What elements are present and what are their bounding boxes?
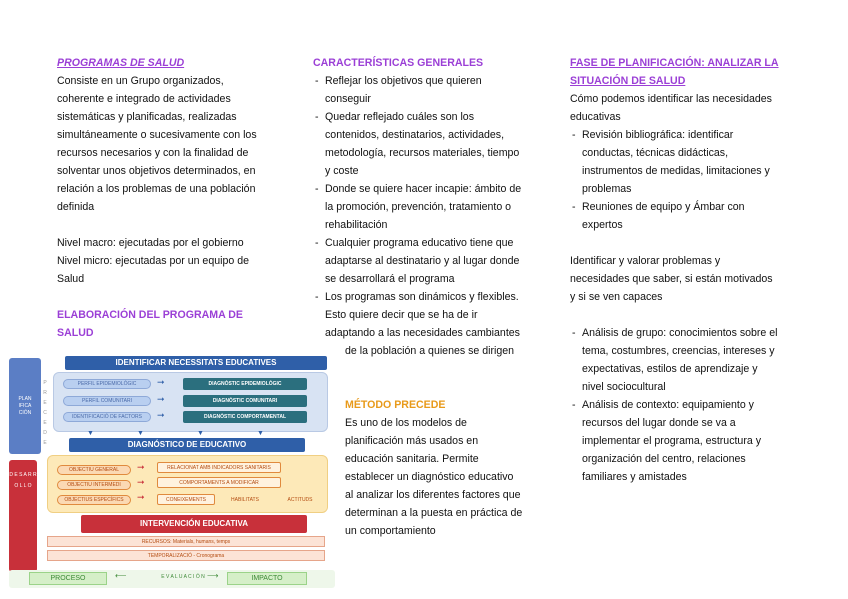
metodo-line: educación sanitaria. Permite <box>345 453 479 465</box>
perfil-epidemiologico: PERFIL EPIDEMIOLÓGIC <box>63 379 151 389</box>
column-programas <box>57 54 282 342</box>
metodo-line: Es uno de los modelos de <box>345 417 467 429</box>
intro-line: Consiste en un Grupo organizados, <box>57 75 224 87</box>
nivel-macro: Nivel macro: ejecutadas por el gobierno <box>57 237 244 249</box>
intro-line: solventar unos objetivos determinados, en <box>57 165 256 177</box>
recursos-bar: RECURSOS: Materials, humans, temps <box>47 536 325 547</box>
programas-title: PROGRAMAS DE SALUD <box>57 57 185 69</box>
identificacion-factores: IDENTIFICACIÓ DE FACTORS <box>63 412 151 422</box>
intervencion-educativa-bar: INTERVENCIÓN EDUCATIVA <box>81 515 307 533</box>
precede-label: P R E C E D E <box>43 380 47 446</box>
arrow-right-icon: ➞ <box>157 377 165 387</box>
list-item: - Donde se quiere hacer incapie: ámbito de la promoción, prevención, tratamiento o rehabilitación <box>313 180 543 234</box>
relacionado-indicadores: RELACIONAT AMB INDICADORS SANITARIS <box>157 462 281 473</box>
objetivo-general: OBJECTIU GENERAL <box>57 465 131 475</box>
intro-line: sistemáticas y planificadas, realizadas <box>57 111 237 123</box>
column-caracteristicas <box>313 54 543 360</box>
arrow-right-icon: ⟶ <box>207 571 219 580</box>
para-line: Identificar y valorar problemas y <box>570 255 721 267</box>
actitudes: ACTITUDS <box>287 497 313 503</box>
planificacion-title: FASE DE PLANIFICACIÓN: ANALIZAR LA <box>570 57 779 69</box>
list-item: - Reflejar los objetivos que quieren conseguir <box>313 72 543 108</box>
list-item: - Revisión bibliográfica: identificar conductas, técnicas didácticas, instrumentos de medidas, limitaciones y problemas <box>570 126 810 198</box>
comportamientos-modificar: COMPORTAMENTS A MODIFICAR <box>157 477 281 488</box>
metodo-line: planificación más usados en <box>345 435 479 447</box>
arrow-left-icon: ⟵ <box>115 571 127 580</box>
caracteristicas-list <box>313 72 543 342</box>
list-item: - Cualquier programa educativo tiene que adaptarse al destinatario y al lugar donde se desarrollará el programa <box>313 234 543 288</box>
list-item: - Reuniones de equipo y Ámbar con expertos <box>570 198 810 234</box>
elaboracion-title: ELABORACIÓN DEL PROGRAMA DE <box>57 309 243 321</box>
analisis-list <box>570 324 810 486</box>
habilidades: HABILITATS <box>231 497 259 503</box>
elaboracion-title: SALUD <box>57 327 94 339</box>
temporalizacion-bar: TEMPORALIZACIÓ - Cronograma <box>47 550 325 561</box>
identificar-bar: IDENTIFICAR NECESSITATS EDUCATIVES <box>65 356 327 370</box>
intro-line: educativas <box>570 111 621 123</box>
list-item: - Análisis de grupo: conocimientos sobre el tema, costumbres, creencias, intereses y expectativas, estilos de aprendizaje y nivel sociocultural <box>570 324 810 396</box>
diagnostico-comportamental: DIAGNÒSTIC COMPORTAMENTAL <box>183 411 307 423</box>
arrow-right-icon: ➞ <box>157 410 165 420</box>
planificacion-label: PLAN IFICA CIÓN <box>18 395 32 416</box>
intro-line: relación a los problemas de una población <box>57 183 256 195</box>
planificacion-title: SITUACIÓN DE SALUD <box>570 75 686 87</box>
arrow-down-icon: ▼ <box>257 430 264 437</box>
objetivos-especificos: OBJECTIUS ESPECÍFICS <box>57 495 131 505</box>
metodo-line: establecer un diagnóstico educativo <box>345 471 514 483</box>
nivel-micro: Salud <box>57 273 85 285</box>
para-line: y si se ven capaces <box>570 291 663 303</box>
necesidades-list <box>570 126 810 234</box>
intro-line: simultáneamente o sucesivamente con los <box>57 129 257 141</box>
evaluacion-label: E V A L U A C I Ó N <box>161 574 205 580</box>
desarrollo-sidebar <box>9 460 37 572</box>
intro-line: recursos necesarios y con la finalidad de <box>57 147 249 159</box>
metodo-title: MÉTODO PRECEDE <box>345 399 446 411</box>
list-item: - Análisis de contexto: equipamiento y recursos del lugar donde se va a implementar el programa, estructura y organización del centro, relaciones familiares y amistades <box>570 396 810 486</box>
arrow-down-icon: ▼ <box>197 430 204 437</box>
proceso-box: PROCESO <box>29 572 107 585</box>
intro-line: coherente e integrado de actividades <box>57 93 231 105</box>
last-line: de la población a quienes se dirigen <box>345 345 515 357</box>
precede-diagram <box>7 352 335 590</box>
diagnostico-comunitario: DIAGNÒSTIC COMUNITARI <box>183 395 307 407</box>
diagnostico-epidemiologico: DIAGNÒSTIC EPIDEMIOLÒGIC <box>183 378 307 390</box>
intro-line: Cómo podemos identificar las necesidades <box>570 93 772 105</box>
desarrollo-label: D E S A R R O L L O <box>9 472 37 489</box>
arrow-right-icon: ➞ <box>157 394 165 404</box>
perfil-comunitario: PERFIL COMUNITARI <box>63 396 151 406</box>
impacto-box: IMPACTO <box>227 572 307 585</box>
nivel-micro: Nivel micro: ejecutadas por un equipo de <box>57 255 249 267</box>
objetivo-intermedio: OBJECTIU INTERMEDI <box>57 480 131 490</box>
column-planificacion <box>570 54 810 486</box>
arrow-down-icon: ▼ <box>137 430 144 437</box>
para-line: necesidades que saber, si están motivados <box>570 273 773 285</box>
intro-line: definida <box>57 201 95 213</box>
conocimientos: CONEIXEMENTS <box>157 494 215 505</box>
planificacion-sidebar <box>9 358 41 454</box>
arrow-right-icon: ➞ <box>137 492 145 502</box>
metodo-line: al analizar los diferentes factores que <box>345 489 521 501</box>
metodo-line: un comportamiento <box>345 525 436 537</box>
caracteristicas-title: CARACTERÍSTICAS GENERALES <box>313 57 484 69</box>
metodo-precede-section <box>345 396 545 540</box>
list-item: - Quedar reflejado cuáles son los contenidos, destinatarios, actividades, metodología, recursos materiales, tiempo y coste <box>313 108 543 180</box>
metodo-line: determinan a la puesta en práctica de <box>345 507 523 519</box>
arrow-right-icon: ➞ <box>137 462 145 472</box>
arrow-down-icon: ▼ <box>87 430 94 437</box>
list-item: - Los programas son dinámicos y flexibles. Esto quiere decir que se ha de ir adaptando a las necesidades cambiantes <box>313 288 543 342</box>
diagnostico-educativo-bar: DIAGNÓSTICO DE EDUCATIVO <box>69 438 305 452</box>
arrow-right-icon: ➞ <box>137 477 145 487</box>
